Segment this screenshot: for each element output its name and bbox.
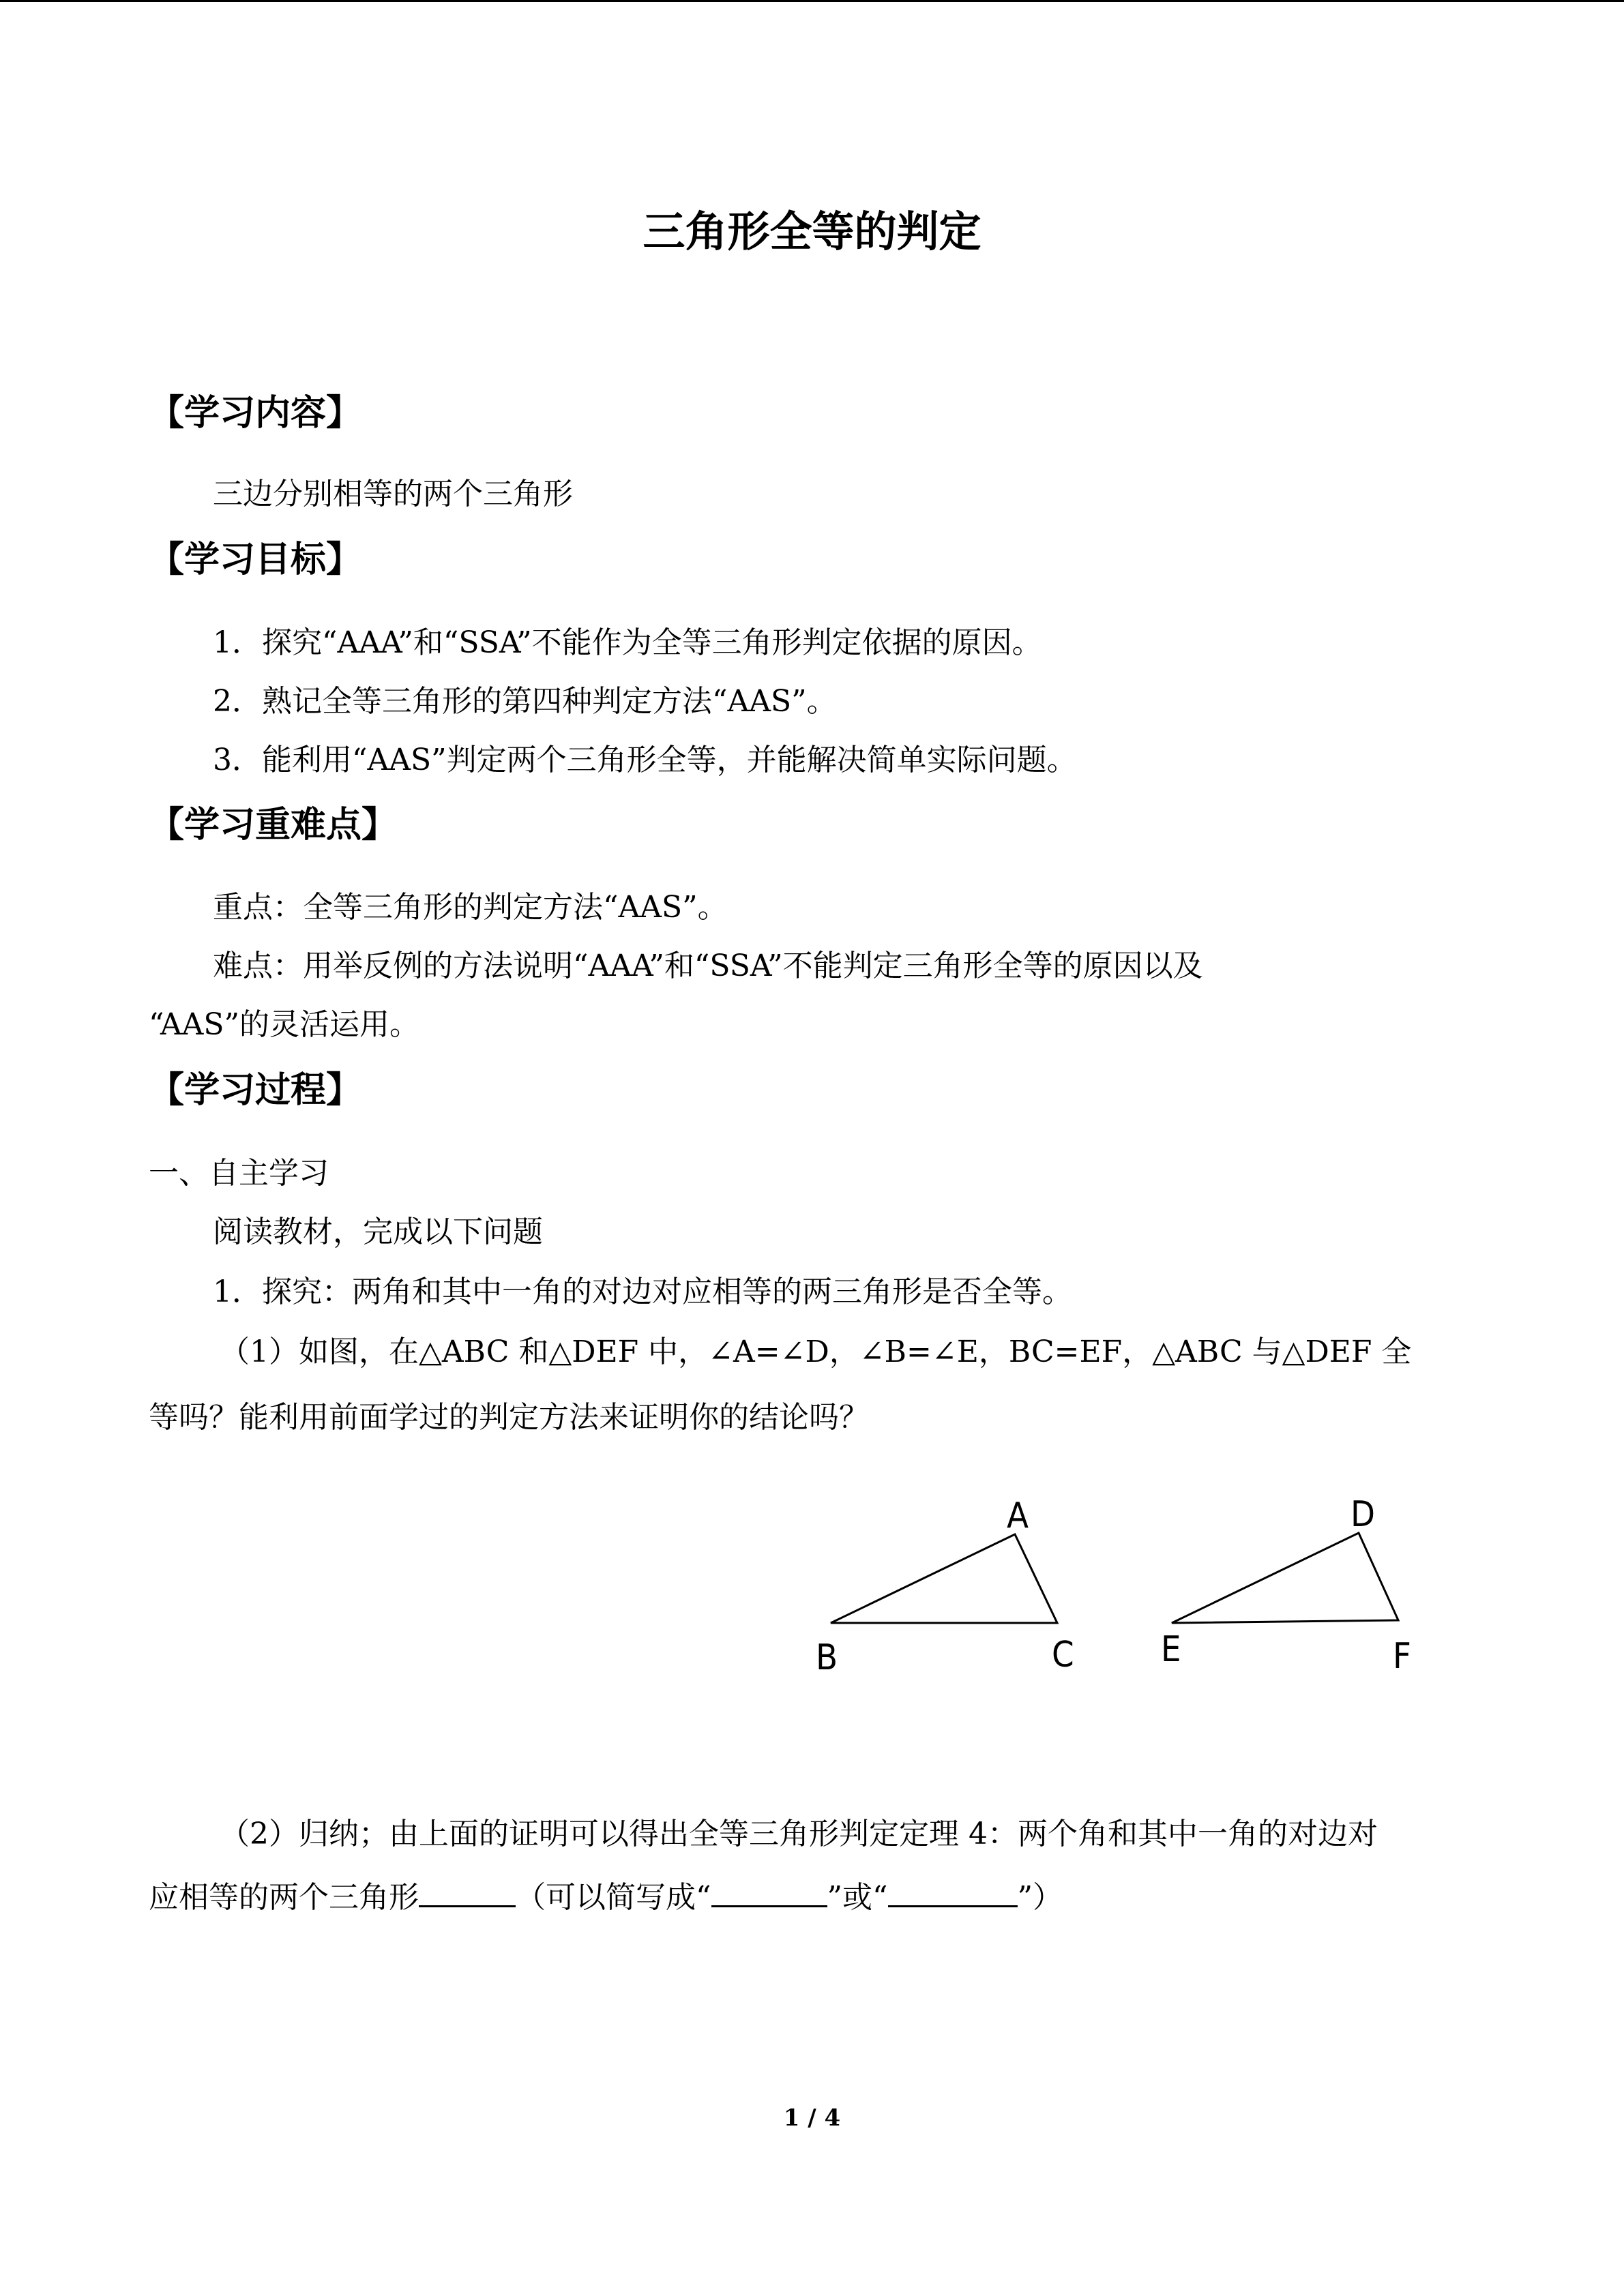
question2-text-b: （可以简写成“ <box>516 1880 711 1915</box>
question1-line2: 等吗？能利用前面学过的判定方法来证明你的结论吗？ <box>149 1400 869 1435</box>
vertex-label-c: C <box>1052 1635 1074 1675</box>
question2-line1: （2）归纳；由上面的证明可以得出全等三角形判定定理 4：两个角和其中一角的对边对 <box>220 1817 1378 1851</box>
triangles-figure <box>805 1487 1473 1684</box>
triangle-abc <box>831 1534 1057 1623</box>
answer-blank-3[interactable] <box>888 1875 1018 1907</box>
vertex-label-b: B <box>816 1637 838 1678</box>
heading-key-points: 【学习重难点】 <box>149 805 398 846</box>
answer-blank-1[interactable] <box>419 1875 516 1907</box>
difficulty-text-line1: 难点：用举反例的方法说明“AAA”和“SSA”不能判定三角形全等的原因以及 <box>213 949 1203 983</box>
question2-text-a: 应相等的两个三角形 <box>149 1880 419 1915</box>
part1-title: 一、自主学习 <box>149 1156 329 1191</box>
answer-blank-2[interactable] <box>711 1875 827 1907</box>
explore-text: 1．探究：两角和其中一角的对边对应相等的两三角形是否全等。 <box>213 1274 1072 1309</box>
difficulty-text-line2: “AAS”的灵活运用。 <box>149 1007 420 1042</box>
triangles-svg <box>805 1487 1473 1684</box>
goal-item-3: 3．能利用“AAS”判定两个三角形全等，并能解决简单实际问题。 <box>213 743 1077 777</box>
instruction-text: 阅读教材，完成以下问题 <box>213 1214 543 1249</box>
heading-learning-goals: 【学习目标】 <box>149 539 362 580</box>
question2-text-c: ”或“ <box>827 1880 888 1915</box>
goal-item-2: 2．熟记全等三角形的第四种判定方法“AAS”。 <box>213 684 837 719</box>
vertex-label-f: F <box>1393 1636 1411 1677</box>
heading-learning-process: 【学习过程】 <box>149 1070 362 1111</box>
vertex-label-e: E <box>1161 1629 1181 1670</box>
key-point-text: 重点：全等三角形的判定方法“AAS”。 <box>213 890 728 925</box>
question2-line2 <box>149 1875 1063 1920</box>
vertex-label-d: D <box>1350 1494 1376 1535</box>
page-title: 三角形全等的判定 <box>643 207 981 256</box>
question1-line1: （1）如图，在△ABC 和△DEF 中，∠A=∠D，∠B=∠E，BC=EF，△ABC 与△DEF 全 <box>220 1335 1412 1369</box>
learning-content-text: 三边分别相等的两个三角形 <box>213 477 573 511</box>
top-border <box>0 0 1624 2</box>
vertex-label-a: A <box>1007 1495 1029 1536</box>
triangle-def <box>1172 1533 1398 1623</box>
question2-text-d: ”） <box>1017 1880 1063 1915</box>
goal-item-1: 1．探究“AAA”和“SSA”不能作为全等三角形判定依据的原因。 <box>213 625 1042 660</box>
page-number: 1 / 4 <box>783 2104 841 2132</box>
heading-learning-content: 【学习内容】 <box>149 393 362 434</box>
